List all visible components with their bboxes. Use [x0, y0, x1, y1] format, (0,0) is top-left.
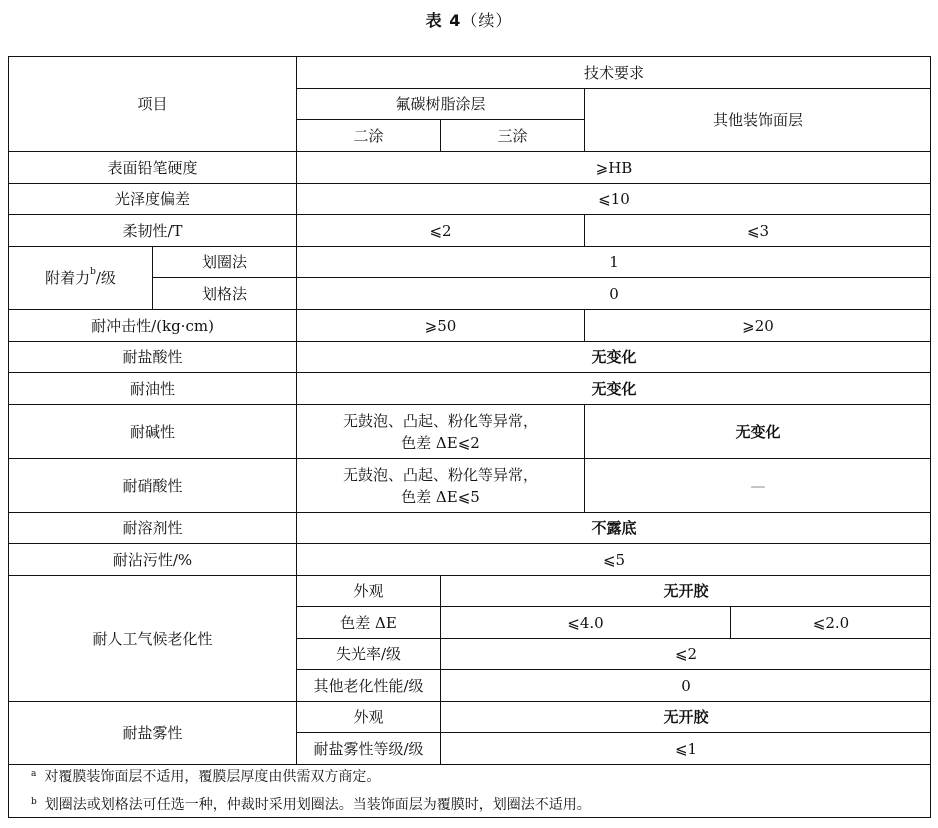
adhesion-label-suffix: /级: [95, 269, 116, 287]
row-value-impact-other: ⩾20: [585, 310, 931, 342]
header-two-coat: 二涂: [297, 120, 441, 152]
row-label-gloss: 光泽度偏差: [9, 184, 297, 215]
row-label-solvent: 耐溶剂性: [9, 513, 297, 544]
alkali-fluoro-line2: 色差 ΔE⩽2: [401, 433, 480, 452]
adhesion-label-sup: b: [90, 267, 96, 277]
header-tech-req: 技术要求: [297, 57, 931, 89]
table-title: [0, 8, 938, 31]
weather-color-label: 色差 ΔE: [297, 607, 441, 639]
row-label-salt: 耐盐雾性: [9, 702, 297, 765]
row-value-nitric-fluoro: [297, 459, 585, 513]
row-value-pencil: ⩾HB: [297, 152, 931, 184]
footnote-a-mark: a: [31, 769, 37, 779]
row-value-oil: 无变化: [297, 373, 931, 405]
footnote-b-mark: b: [31, 797, 37, 807]
row-value-hcl: 无变化: [297, 342, 931, 373]
row-value-nitric-other: —: [585, 459, 931, 513]
row-label-hcl: 耐盐酸性: [9, 342, 297, 373]
weather-gloss-loss-value: ⩽2: [441, 639, 931, 670]
weather-other-aging-label: 其他老化性能/级: [297, 670, 441, 702]
row-value-gloss: ⩽10: [297, 184, 931, 215]
adhesion-circle-value: 1: [297, 247, 931, 278]
adhesion-label-text: 附着力: [45, 269, 91, 287]
nitric-fluoro-line1: 无鼓泡、凸起、粉化等异常，: [342, 465, 538, 484]
salt-grade-label: 耐盐雾性等级/级: [297, 733, 441, 765]
footnote-b-text: 划圈法或划格法可任选一种，仲裁时采用划圈法。当装饰面层为覆膜时，划圈法不适用。: [44, 797, 591, 813]
salt-grade-value: ⩽1: [441, 733, 931, 765]
weather-color-other: ⩽2.0: [731, 607, 931, 639]
row-value-flex-other: ⩽3: [585, 215, 931, 247]
row-value-stain: ⩽5: [297, 544, 931, 576]
row-label-weather: 耐人工气候老化性: [9, 576, 297, 702]
adhesion-grid-value: 0: [297, 278, 931, 310]
footnote-a-text: 对覆膜装饰面层不适用，覆膜层厚度由供需双方商定。: [44, 769, 381, 785]
spec-table: [8, 56, 931, 818]
weather-appearance-label: 外观: [297, 576, 441, 607]
weather-gloss-loss-label: 失光率/级: [297, 639, 441, 670]
row-value-solvent: 不露底: [297, 513, 931, 544]
adhesion-grid-label: 划格法: [153, 278, 297, 310]
table-title-main: 表 4: [425, 11, 462, 30]
footnote-b: [31, 795, 591, 817]
row-value-impact-fluoro: ⩾50: [297, 310, 585, 342]
row-label-flex: 柔韧性/T: [9, 215, 297, 247]
salt-appearance-value: 无开胶: [441, 702, 931, 733]
header-other: 其他装饰面层: [585, 89, 931, 152]
row-label-adhesion: [9, 247, 153, 310]
row-label-alkali: 耐碱性: [9, 405, 297, 459]
row-label-impact: 耐冲击性/(kg·cm): [9, 310, 297, 342]
row-value-alkali-fluoro: [297, 405, 585, 459]
footnote-a: [31, 767, 380, 789]
row-label-pencil: 表面铅笔硬度: [9, 152, 297, 184]
header-fluoro: 氟碳树脂涂层: [297, 89, 585, 120]
row-label-oil: 耐油性: [9, 373, 297, 405]
row-value-alkali-other: 无变化: [585, 405, 931, 459]
header-item: 项目: [9, 57, 297, 152]
adhesion-circle-label: 划圈法: [153, 247, 297, 278]
row-label-nitric: 耐硝酸性: [9, 459, 297, 513]
header-three-coat: 三涂: [441, 120, 585, 152]
nitric-fluoro-line2: 色差 ΔE⩽5: [401, 487, 480, 506]
weather-other-aging-value: 0: [441, 670, 931, 702]
weather-appearance-value: 无开胶: [441, 576, 931, 607]
salt-appearance-label: 外观: [297, 702, 441, 733]
table-title-paren: （续）: [461, 11, 513, 30]
weather-color-fluoro: ⩽4.0: [441, 607, 731, 639]
row-label-stain: 耐沾污性/%: [9, 544, 297, 576]
alkali-fluoro-line1: 无鼓泡、凸起、粉化等异常，: [342, 411, 538, 430]
row-value-flex-fluoro: ⩽2: [297, 215, 585, 247]
